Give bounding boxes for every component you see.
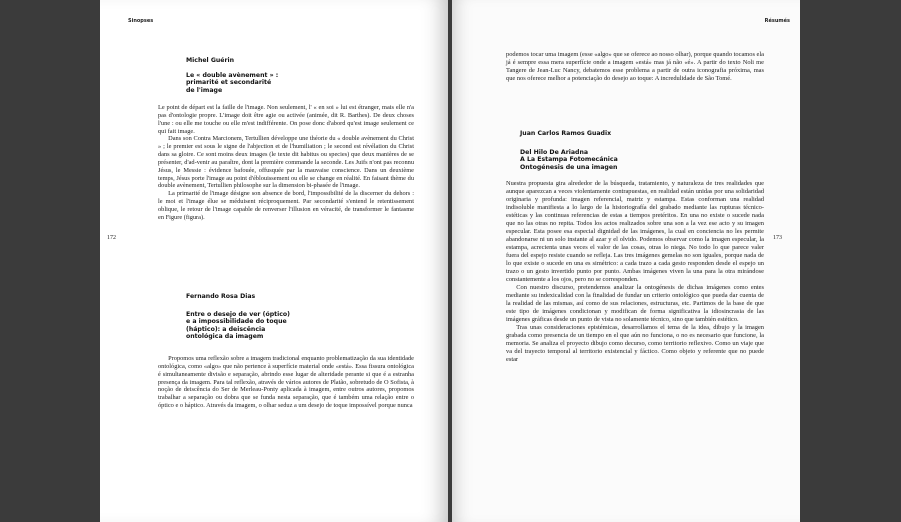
- title-line: Del Hilo De Ariadna: [520, 149, 589, 156]
- paragraph: La primarité de l'image désigne son absence de bord, l'impossibilité de la discerner du dehors : le moi et l'image élue se méduisent réciproquement. Par secondarité s'entend le retentissement oblique, le retour de l'image capable de renverser l'illusion en véracité, de transformer le fantasme en Figure (figura).: [158, 190, 414, 221]
- title-line: e a impossibilidade do toque: [186, 318, 287, 326]
- title-line: A La Estampa Fotomecánica: [520, 156, 618, 164]
- title-line: Ontogénesis de una imagen: [520, 163, 618, 171]
- page-number: 173: [773, 235, 782, 241]
- title-line: Entre o desejo de ver (óptico): [186, 311, 290, 318]
- author-name: Juan Carlos Ramos Guadix: [520, 130, 612, 137]
- abstract-title: [186, 311, 290, 341]
- abstract-body: [506, 180, 764, 364]
- paragraph: Con nuestro discurso, pretendemos analizar la ontogénesis de dichas imágenes como entes mediante su indexicalidad con la finalidad de fundar un criterio ontológico que pueda dar cuenta de la realidad de las mismas, así como de sus relaciones, estructuras, etc. Partimos de la base de que este tipo de imágenes condicionan y modifican de forma significativa la idiosincrasia de las imágenes gráficas desde un punto de vista no solamente técnico, sino que también estético.: [506, 284, 764, 323]
- abstract-body: [158, 355, 414, 410]
- paragraph: Tras unas consideraciones epistémicas, desarrollamos el tema de la idea, dibujo y la imagen grabada como presencia de un tiempo en el que aún no funciona, o no es necesario que funcione, la memoria. Se analiza el proyecto dibujo como decurso, como territorio reflexivo. Como un viaje que va del trayecto temporal al territorio existencial y fáctico. Como objeto y referente que no puede estar: [506, 324, 764, 363]
- title-line: de l'image: [186, 86, 223, 94]
- paragraph: Dans son Contra Marcionem, Tertullien développe une théorie du « double avènement du Christ » ; le premier est sous le signe de l'abjection et de l'humiliation ; le second est révélation du Christ dans sa gloire. Ce sont moins deux images (le texte dit habitus ou species) que deux manières de se présenter, d'ad-venir au paraître, dont la première commande la seconde. Les Juifs n'ont pas reconnu Jésus, le Messie : évidence bafouée, offusquée par la mauvaise conscience. Dans un deuxième temps, Jésus porte l'image au point d'éblouissement ou elle se change en réalité. En faisant thème du double avènement, Tertullien philosophe sur la dimension bi-phasée de l'image.: [158, 135, 414, 190]
- running-head: Résumés: [764, 18, 790, 24]
- paragraph: podemos tocar uma imagem (esse «algo» que se oferece ao nosso olhar), porque quando tocamos ela já é sempre essa mera superfície onde a imagem «está» mas já não «é». A partir do texto Noli me Tangere de Jean-Luc Nancy, debatemos esse problema a partir de outra iconografia próxima, mas que nos oferece melhor a potenciação do desejo ao toque: A incredulidade de São Tomé.: [506, 51, 764, 82]
- paragraph: Le point de départ est la faille de l'image. Non seulement, l' « en soi » lui est étranger, mais elle n'a pas d'ontologie propre. L'image doit être agie ou activée (animée, dit R. Barthes). De deux choses l'une : ou elle me touche ou elle m'est indifférente. On pose donc d'abord qu'est image seulement ce qui fait image.: [158, 104, 414, 135]
- author-name: Fernando Rosa Dias: [186, 293, 256, 300]
- title-line: Le « double avènement » :: [186, 72, 279, 79]
- abstract-body: [158, 104, 414, 222]
- author-name: Michel Guérin: [186, 57, 235, 64]
- title-line: primarité et secondarité: [186, 79, 272, 87]
- right-page: [452, 0, 800, 522]
- title-line: ontológica da imagem: [186, 333, 264, 341]
- abstract-title: [520, 149, 618, 171]
- abstract-title: [186, 72, 278, 94]
- page-number: 172: [107, 235, 116, 241]
- paragraph: Nuestra propuesta gira alrededor de la búsqueda, tratamiento, y naturaleza de tres realidades que aunque aparezcan a veces violentamente contrapuestas, en realidad están unidas por una solidaridad originaria y profunda: imagen referencial, matriz y estampa. Estas conforman una realidad indisoluble manifiesta a lo largo de la historiografía del grabado mediante las rupturas técnico-estéticas y las continuas referencias de estas a tiempos pretéritos. En una no existe o sucede nada que no las otras no repita. Todos los actos realizados sobre una son a la vez ese acto y su imagen especular. Esta posee esa especial dignidad de las imágenes, la cual en conciencia no les permite abandonarse ni un solo instante al azar y el olvido. Podemos observar como la imagen especular, la estampa, acrecienta unas veces el valor de las cosas, otras lo niega. No todo lo que parece valer fuera del espejo resiste cuando se refleja. Las tres imágenes gemelas no son iguales, porque nada de lo que existe o sucede en una es simétrico: a cada trazo a cada gesto responden desde el espejo un trazo o un gesto invertido punto por punto. Ambas imágenes viven la una para la otra mirándose constantemente a los ojos, pero no se corresponden.: [506, 180, 764, 283]
- title-line: (háptico): a deiscência: [186, 325, 266, 333]
- left-page: [100, 0, 448, 522]
- paragraph: Propomos uma reflexão sobre a imagem tradicional enquanto problematização da sua identidade ontológica, como «algo» que não pertence à superfície material onde «está». Essa fissura ontológica é simultaneamente divisão e separação, abrindo esse lugar de alteridade perante si que é a estranha presença da imagem. Para tal reflexão, através de vários autores de Platão, sobretudo de O Sofista, à noção de deiscência do Ser de Merleau-Ponty aplicada à imagem, entre outros autores, propomos trabalhar a separação ou dobra que se funda nesta separação, que é também uma relação entre o óptico e o háptico. Através da imagem, o olhar seduz a um desejo de toque impossível porque nunca: [158, 355, 414, 410]
- continued-text: [506, 51, 764, 83]
- running-head: Sinopses: [128, 18, 154, 24]
